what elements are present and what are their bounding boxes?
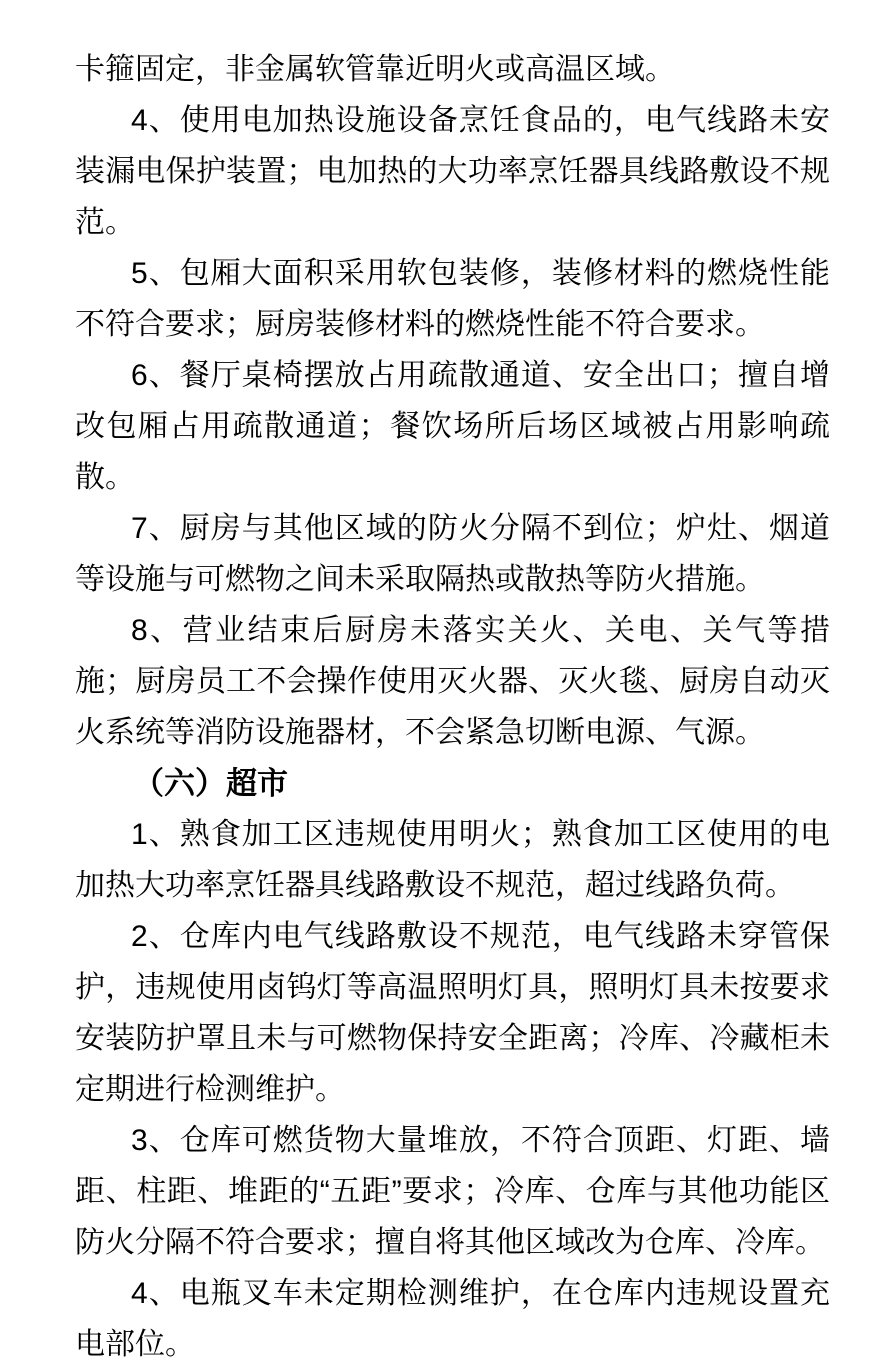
para-supermarket-item-4: 4、电瓶叉车未定期检测维护，在仓库内违规设置充电部位。 (75, 1277, 830, 1361)
para-restaurant-item-8: 8、营业结束后厨房未落实关火、关电、关气等措施；厨房员工不会操作使用灭火器、灭火毯、厨房自动灭火系统等消防设施器材，不会紧急切断电源、气源。 (75, 614, 830, 749)
para-supermarket-item-1: 1、熟食加工区违规使用明火；熟食加工区使用的电加热大功率烹饪器具线路敷设不规范，超过线路负荷。 (75, 818, 830, 902)
para-supermarket-item-2: 2、仓库内电气线路敷设不规范，电气线路未穿管保护，违规使用卤钨灯等高温照明灯具，照明灯具未按要求安装防护罩且未与可燃物保持安全距离；冷库、冷藏柜未定期进行检测维护。 (75, 920, 830, 1106)
para-continuation-gas-hose: 卡箍固定，非金属软管靠近明火或高温区域。 (75, 53, 675, 86)
para-restaurant-item-4: 4、使用电加热设施设备烹饪食品的，电气线路未安装漏电保护装置；电加热的大功率烹饪器具线路敷设不规范。 (75, 104, 830, 239)
para-supermarket-item-3: 3、仓库可燃货物大量堆放，不符合顶距、灯距、墙距、柱距、堆距的“五距”要求；冷库、仓库与其他功能区防火分隔不符合要求；擅自将其他区域改为仓库、冷库。 (75, 1124, 830, 1259)
para-restaurant-item-6: 6、餐厅桌椅摆放占用疏散通道、安全出口；擅自增改包厢占用疏散通道；餐饮场所后场区域被占用影响疏散。 (75, 359, 830, 494)
section-heading-supermarket: （六）超市 (133, 766, 288, 801)
para-restaurant-item-5: 5、包厢大面积采用软包装修，装修材料的燃烧性能不符合要求；厨房装修材料的燃烧性能不符合要求。 (75, 257, 830, 341)
para-restaurant-item-7: 7、厨房与其他区域的防火分隔不到位；炉灶、烟道等设施与可燃物之间未采取隔热或散热等防火措施。 (75, 512, 830, 596)
